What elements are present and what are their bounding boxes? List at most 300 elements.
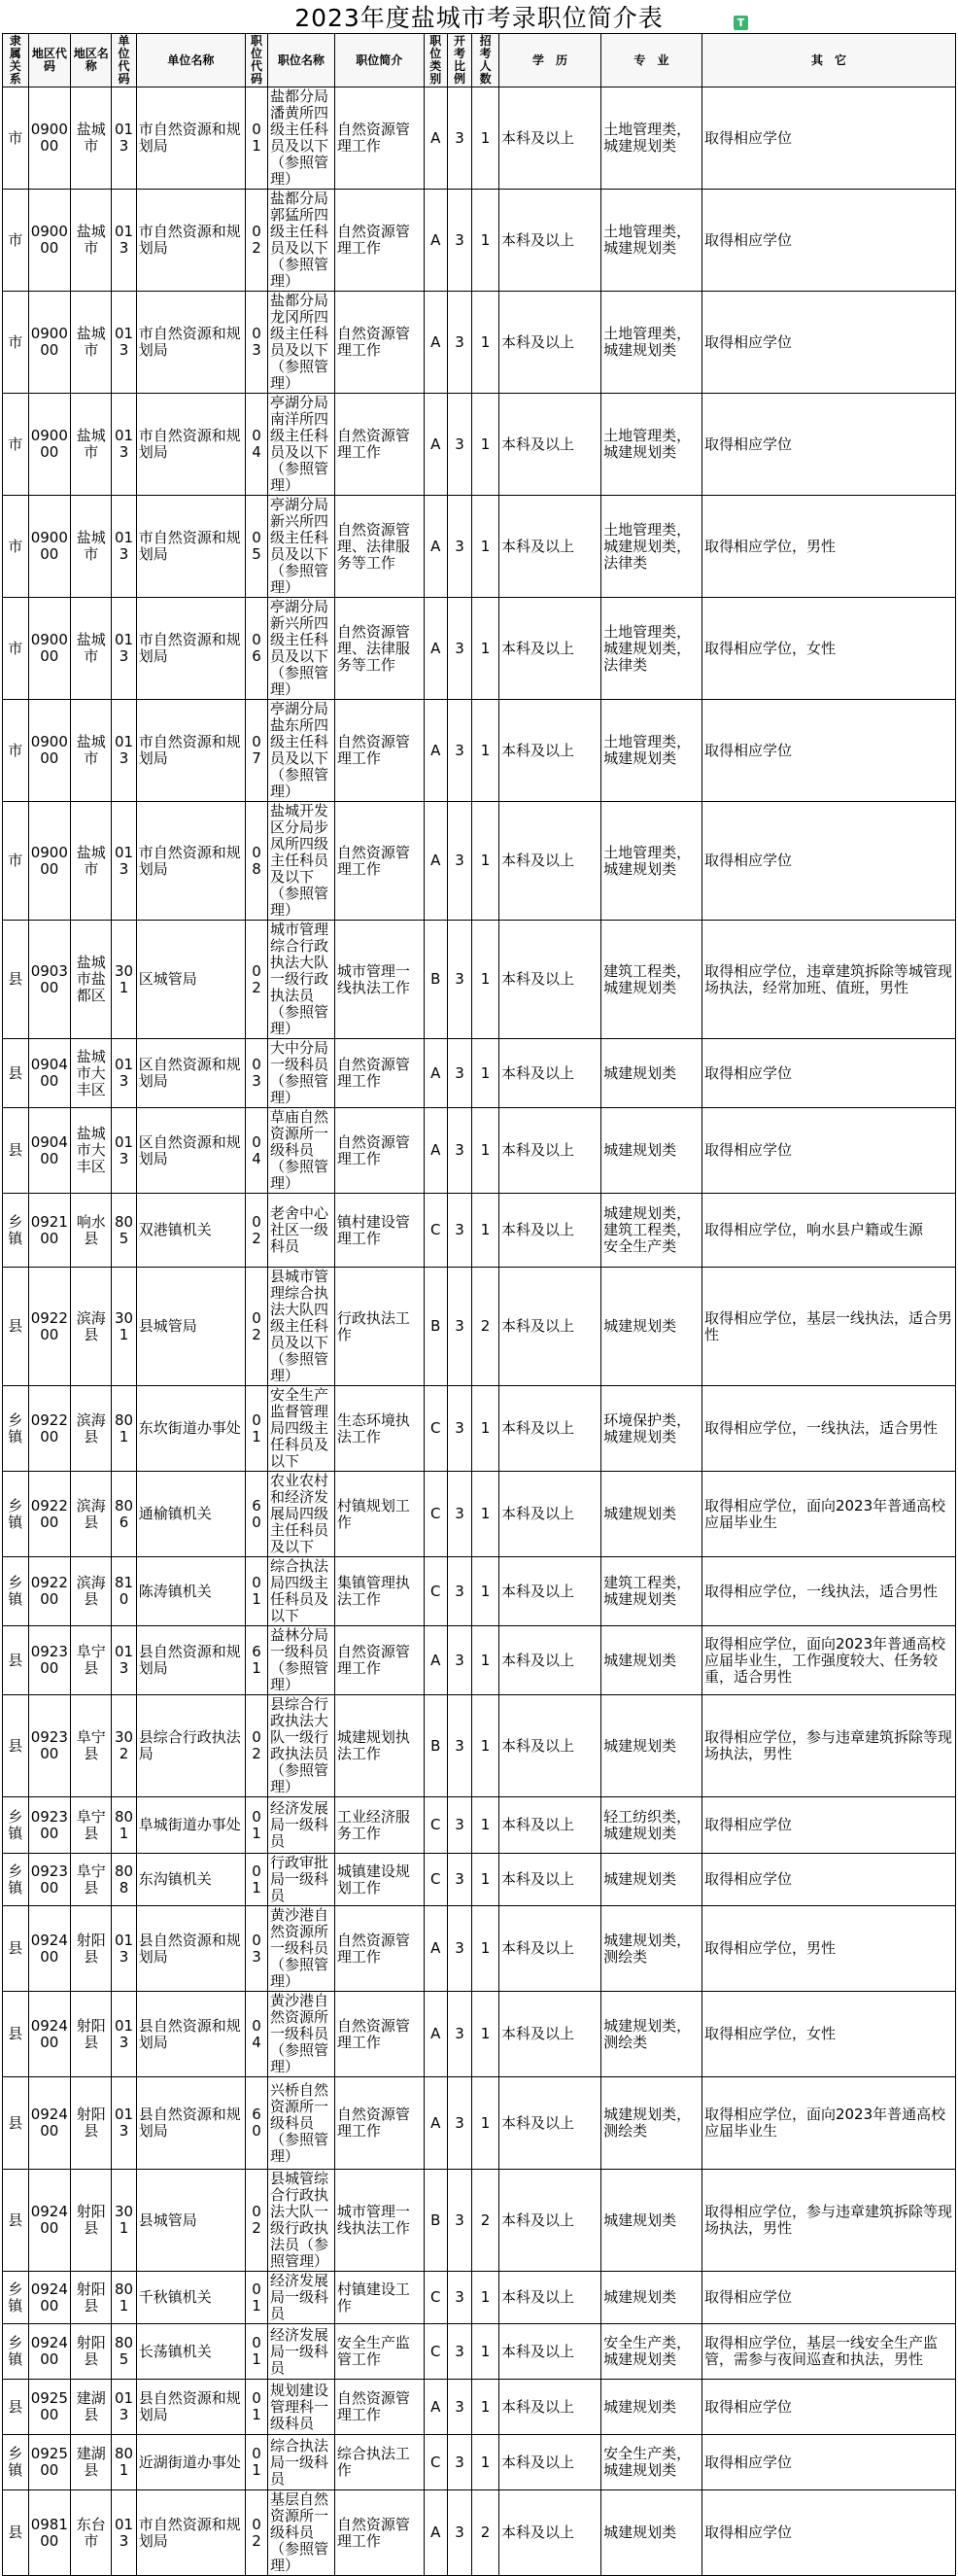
- cell-recruit-count: 1: [472, 2077, 499, 2170]
- cell-position-intro: 村镇规划工作: [334, 1472, 424, 1557]
- cell-recruit-count: 1: [472, 1472, 499, 1557]
- cell-position-code: 02: [246, 921, 268, 1039]
- cell-unit-name: 市自然资源和规划局: [136, 87, 245, 190]
- cell-region-name: 东台市: [71, 2490, 112, 2576]
- cell-position-code: 02: [246, 190, 268, 292]
- cell-relation: 乡镇: [3, 1557, 29, 1626]
- cell-relation: 县: [3, 1626, 29, 1695]
- table-row: [3, 1797, 956, 1854]
- cell-region-name: 盐城市: [71, 190, 112, 292]
- cell-category: C: [424, 1386, 447, 1472]
- cell-position-intro: 自然资源管理工作: [334, 1039, 424, 1108]
- cell-position-name: 县综合行政执法大队一级行政执法员（参照管理）: [268, 1695, 335, 1797]
- cell-major: 城建规划类: [601, 1695, 702, 1797]
- cell-exam-ratio: 3: [447, 1268, 471, 1386]
- cell-recruit-count: 1: [472, 1039, 499, 1108]
- cell-major: 轻工纺织类，城建规划类: [601, 1797, 702, 1854]
- cell-major: 土地管理类，城建规划类: [601, 802, 702, 921]
- cell-unit-name: 区自然资源和规划局: [136, 1108, 245, 1194]
- cell-unit-code: 013: [112, 87, 136, 190]
- cell-category: C: [424, 2272, 447, 2324]
- cell-region-code: 092400: [28, 1992, 70, 2077]
- cell-major: 城建规划类: [601, 2380, 702, 2435]
- table-row: [3, 2490, 956, 2576]
- cell-region-code: 092500: [28, 2380, 70, 2435]
- cell-position-name: 基层自然资源所一级科员（参照管理）: [268, 2490, 335, 2576]
- table-row: [3, 2170, 956, 2272]
- cell-relation: 县: [3, 2490, 29, 2576]
- cell-major: 城建规划类: [601, 2490, 702, 2576]
- cell-region-code: 090000: [28, 598, 70, 700]
- cell-exam-ratio: 3: [447, 1797, 471, 1854]
- cell-region-name: 阜宁县: [71, 1797, 112, 1854]
- cell-unit-code: 805: [112, 1194, 136, 1268]
- cell-position-intro: 生态环境执法工作: [334, 1386, 424, 1472]
- table-row: [3, 190, 956, 292]
- cell-unit-name: 市自然资源和规划局: [136, 700, 245, 802]
- cell-other: 取得相应学位，一线执法，适合男性: [701, 1386, 955, 1472]
- cell-major: 城建规划类，测绘类: [601, 2077, 702, 2170]
- cell-education: 本科及以上: [498, 1472, 600, 1557]
- cell-exam-ratio: 3: [447, 598, 471, 700]
- cell-category: C: [424, 1797, 447, 1854]
- cell-category: B: [424, 921, 447, 1039]
- cell-exam-ratio: 3: [447, 292, 471, 394]
- cell-unit-name: 市自然资源和规划局: [136, 292, 245, 394]
- cell-category: A: [424, 1626, 447, 1695]
- cell-unit-code: 013: [112, 802, 136, 921]
- cell-recruit-count: 1: [472, 1992, 499, 2077]
- cell-education: 本科及以上: [498, 1039, 600, 1108]
- cell-recruit-count: 1: [472, 190, 499, 292]
- cell-education: 本科及以上: [498, 1695, 600, 1797]
- cell-category: A: [424, 2077, 447, 2170]
- cell-relation: 县: [3, 1906, 29, 1992]
- cell-other: 取得相应学位，基层一线执法，适合男性: [701, 1268, 955, 1386]
- table-row: [3, 921, 956, 1039]
- table-row: [3, 1906, 956, 1992]
- cell-category: C: [424, 2435, 447, 2490]
- cell-region-code: 092500: [28, 2435, 70, 2490]
- cell-exam-ratio: 3: [447, 802, 471, 921]
- cell-unit-name: 县自然资源和规划局: [136, 1906, 245, 1992]
- column-header-relation: 隶属关系: [3, 34, 29, 87]
- cell-exam-ratio: 3: [447, 1472, 471, 1557]
- cell-other: 取得相应学位: [701, 292, 955, 394]
- table-row: [3, 1695, 956, 1797]
- cell-region-code: 090000: [28, 394, 70, 496]
- cell-category: A: [424, 700, 447, 802]
- cell-position-intro: 自然资源管理工作: [334, 700, 424, 802]
- cell-exam-ratio: 3: [447, 2380, 471, 2435]
- cell-region-name: 盐城市: [71, 598, 112, 700]
- cell-major: 城建规划类: [601, 1626, 702, 1695]
- cell-other: 取得相应学位: [701, 2490, 955, 2576]
- cell-exam-ratio: 3: [447, 1854, 471, 1906]
- page-title: 2023年度盐城市考录职位简介表: [294, 4, 664, 32]
- cell-position-code: 03: [246, 1906, 268, 1992]
- cell-unit-name: 陈涛镇机关: [136, 1557, 245, 1626]
- cell-recruit-count: 2: [472, 2170, 499, 2272]
- cell-unit-code: 013: [112, 496, 136, 598]
- cell-major: 城建规划类，建筑工程类，安全生产类: [601, 1194, 702, 1268]
- cell-education: 本科及以上: [498, 2380, 600, 2435]
- cell-position-code: 02: [246, 2490, 268, 2576]
- cell-category: A: [424, 87, 447, 190]
- cell-major: 环境保护类，城建规划类: [601, 1386, 702, 1472]
- cell-unit-name: 县自然资源和规划局: [136, 1626, 245, 1695]
- cell-position-name: 大中分局一级科员（参照管理）: [268, 1039, 335, 1108]
- cell-region-code: 090000: [28, 87, 70, 190]
- table-row: [3, 1039, 956, 1108]
- cell-position-code: 04: [246, 394, 268, 496]
- cell-unit-code: 013: [112, 598, 136, 700]
- cell-unit-name: 东沟镇机关: [136, 1854, 245, 1906]
- cell-unit-code: 013: [112, 2380, 136, 2435]
- cell-position-code: 61: [246, 1626, 268, 1695]
- cell-exam-ratio: 3: [447, 1386, 471, 1472]
- cell-region-code: 092300: [28, 1695, 70, 1797]
- cell-region-name: 射阳县: [71, 2324, 112, 2380]
- cell-region-code: 090400: [28, 1039, 70, 1108]
- cell-unit-code: 013: [112, 394, 136, 496]
- cell-position-intro: 自然资源管理工作: [334, 2490, 424, 2576]
- cell-region-code: 092400: [28, 2077, 70, 2170]
- cell-other: 取得相应学位，基层一线安全生产监管，需参与夜间巡查和执法，男性: [701, 2324, 955, 2380]
- cell-education: 本科及以上: [498, 2272, 600, 2324]
- cell-unit-code: 013: [112, 190, 136, 292]
- cell-major: 安全生产类，城建规划类: [601, 2324, 702, 2380]
- cell-unit-code: 806: [112, 1472, 136, 1557]
- table-row: [3, 1108, 956, 1194]
- cell-recruit-count: 1: [472, 1906, 499, 1992]
- cell-major: 土地管理类，城建规划类，法律类: [601, 598, 702, 700]
- cell-relation: 乡镇: [3, 1854, 29, 1906]
- cell-other: 取得相应学位: [701, 1854, 955, 1906]
- cell-recruit-count: 1: [472, 394, 499, 496]
- cell-relation: 乡镇: [3, 2272, 29, 2324]
- cell-position-intro: 自然资源管理工作: [334, 1906, 424, 1992]
- cell-unit-name: 县城管局: [136, 1268, 245, 1386]
- cell-position-intro: 集镇管理执法工作: [334, 1557, 424, 1626]
- cell-position-code: 03: [246, 292, 268, 394]
- cell-category: A: [424, 394, 447, 496]
- cell-recruit-count: 1: [472, 1386, 499, 1472]
- cell-recruit-count: 1: [472, 598, 499, 700]
- cell-unit-code: 808: [112, 1854, 136, 1906]
- cell-exam-ratio: 3: [447, 2077, 471, 2170]
- table-body: [3, 87, 956, 2576]
- cell-region-code: 090000: [28, 802, 70, 921]
- cell-category: A: [424, 1039, 447, 1108]
- cell-recruit-count: 1: [472, 2324, 499, 2380]
- cell-position-intro: 综合执法工作: [334, 2435, 424, 2490]
- cell-relation: 乡镇: [3, 2324, 29, 2380]
- table-row: [3, 1557, 956, 1626]
- cell-unit-code: 013: [112, 1039, 136, 1108]
- cell-education: 本科及以上: [498, 87, 600, 190]
- cell-position-code: 01: [246, 2435, 268, 2490]
- cell-position-name: 安全生产监督管理局四级主任科员及以下: [268, 1386, 335, 1472]
- cell-major: 城建规划类: [601, 1039, 702, 1108]
- cell-major: 城建规划类，测绘类: [601, 1906, 702, 1992]
- cell-category: B: [424, 1268, 447, 1386]
- cell-position-name: 综合执法局四级主任科员及以下: [268, 1557, 335, 1626]
- cell-recruit-count: 1: [472, 292, 499, 394]
- cell-unit-code: 013: [112, 1906, 136, 1992]
- cell-unit-code: 013: [112, 1626, 136, 1695]
- cell-position-code: 02: [246, 1194, 268, 1268]
- cell-position-intro: 自然资源管理工作: [334, 87, 424, 190]
- cell-region-code: 092400: [28, 2324, 70, 2380]
- cell-position-name: 城市管理综合行政执法大队一级行政执法员（参照管理）: [268, 921, 335, 1039]
- cell-education: 本科及以上: [498, 802, 600, 921]
- cell-other: 取得相应学位，响水县户籍或生源: [701, 1194, 955, 1268]
- cell-exam-ratio: 3: [447, 700, 471, 802]
- cell-region-name: 盐城市大丰区: [71, 1108, 112, 1194]
- cell-unit-name: 市自然资源和规划局: [136, 598, 245, 700]
- cell-exam-ratio: 3: [447, 1039, 471, 1108]
- cell-exam-ratio: 3: [447, 1695, 471, 1797]
- cell-relation: 市: [3, 802, 29, 921]
- cell-exam-ratio: 3: [447, 496, 471, 598]
- cell-unit-code: 805: [112, 2324, 136, 2380]
- cell-exam-ratio: 3: [447, 2170, 471, 2272]
- cell-region-name: 盐城市: [71, 496, 112, 598]
- cell-position-intro: 行政执法工作: [334, 1268, 424, 1386]
- table-row: [3, 1992, 956, 2077]
- cell-region-name: 盐城市盐都区: [71, 921, 112, 1039]
- cell-relation: 乡镇: [3, 1472, 29, 1557]
- cell-position-code: 05: [246, 496, 268, 598]
- cell-unit-code: 013: [112, 1992, 136, 2077]
- cell-region-name: 射阳县: [71, 2272, 112, 2324]
- cell-position-intro: 安全生产监管工作: [334, 2324, 424, 2380]
- cell-position-code: 01: [246, 1797, 268, 1854]
- cell-education: 本科及以上: [498, 1906, 600, 1992]
- table-row: [3, 1194, 956, 1268]
- cell-unit-code: 013: [112, 292, 136, 394]
- cell-education: 本科及以上: [498, 1386, 600, 1472]
- cell-region-name: 盐城市: [71, 700, 112, 802]
- cell-position-name: 草庙自然资源所一级科员（参照管理）: [268, 1108, 335, 1194]
- cell-position-name: 经济发展局一级科员: [268, 2324, 335, 2380]
- cell-position-code: 01: [246, 1854, 268, 1906]
- cell-unit-name: 长荡镇机关: [136, 2324, 245, 2380]
- cell-position-name: 亭湖分局新兴所四级主任科员及以下（参照管理）: [268, 598, 335, 700]
- cell-relation: 县: [3, 1108, 29, 1194]
- cell-position-intro: 城市管理一线执法工作: [334, 921, 424, 1039]
- cell-recruit-count: 1: [472, 2380, 499, 2435]
- cell-category: C: [424, 1194, 447, 1268]
- table-row: [3, 1268, 956, 1386]
- column-header-exam-ratio: 开考比例: [447, 34, 471, 87]
- cell-major: 城建规划类: [601, 2170, 702, 2272]
- cell-recruit-count: 1: [472, 87, 499, 190]
- cell-position-intro: 镇村建设管理工作: [334, 1194, 424, 1268]
- cell-region-code: 092300: [28, 1854, 70, 1906]
- cell-education: 本科及以上: [498, 700, 600, 802]
- cell-region-name: 盐城市: [71, 394, 112, 496]
- cell-major: 城建规划类: [601, 1268, 702, 1386]
- cell-recruit-count: 1: [472, 2272, 499, 2324]
- cell-position-code: 02: [246, 1268, 268, 1386]
- cell-major: 城建规划类: [601, 2272, 702, 2324]
- cell-region-name: 阜宁县: [71, 1626, 112, 1695]
- cell-unit-name: 东坎街道办事处: [136, 1386, 245, 1472]
- cell-other: 取得相应学位，面向2023年普通高校应届毕业生: [701, 2077, 955, 2170]
- cell-education: 本科及以上: [498, 1626, 600, 1695]
- cell-position-code: 60: [246, 2077, 268, 2170]
- cell-other: 取得相应学位，男性: [701, 496, 955, 598]
- cell-unit-code: 013: [112, 2077, 136, 2170]
- table-row: [3, 87, 956, 190]
- cell-education: 本科及以上: [498, 1108, 600, 1194]
- cell-exam-ratio: 3: [447, 394, 471, 496]
- cell-education: 本科及以上: [498, 496, 600, 598]
- cell-position-name: 黄沙港自然资源所一级科员（参照管理）: [268, 1992, 335, 2077]
- cell-relation: 乡镇: [3, 2435, 29, 2490]
- cell-education: 本科及以上: [498, 2435, 600, 2490]
- column-header-recruit-count: 招考人数: [472, 34, 499, 87]
- cell-relation: 市: [3, 598, 29, 700]
- table-row: [3, 2272, 956, 2324]
- cell-position-name: 行政审批局一级科员: [268, 1854, 335, 1906]
- cell-position-intro: 自然资源管理工作: [334, 802, 424, 921]
- cell-other: 取得相应学位: [701, 394, 955, 496]
- cell-position-code: 02: [246, 1695, 268, 1797]
- cell-relation: 市: [3, 496, 29, 598]
- cell-category: C: [424, 2324, 447, 2380]
- table-row: [3, 292, 956, 394]
- cell-other: 取得相应学位: [701, 700, 955, 802]
- cell-position-code: 07: [246, 700, 268, 802]
- cell-unit-code: 801: [112, 1797, 136, 1854]
- cell-education: 本科及以上: [498, 190, 600, 292]
- cell-education: 本科及以上: [498, 1854, 600, 1906]
- cell-major: 城建规划类: [601, 1108, 702, 1194]
- cell-major: 建筑工程类，城建规划类: [601, 1557, 702, 1626]
- cell-other: 取得相应学位: [701, 1108, 955, 1194]
- cell-relation: 县: [3, 2170, 29, 2272]
- column-header-major: 专 业: [601, 34, 702, 87]
- cell-category: A: [424, 1906, 447, 1992]
- cell-other: 取得相应学位，违章建筑拆除等城管现场执法，经常加班、值班，男性: [701, 921, 955, 1039]
- cell-relation: 县: [3, 921, 29, 1039]
- cell-education: 本科及以上: [498, 1194, 600, 1268]
- cell-relation: 乡镇: [3, 1194, 29, 1268]
- cell-region-name: 滨海县: [71, 1557, 112, 1626]
- cell-position-intro: 城市管理一线执法工作: [334, 2170, 424, 2272]
- cell-region-name: 滨海县: [71, 1472, 112, 1557]
- cell-recruit-count: 1: [472, 496, 499, 598]
- cell-position-code: 03: [246, 1039, 268, 1108]
- cell-major: 土地管理类，城建规划类: [601, 87, 702, 190]
- cell-unit-name: 近湖街道办事处: [136, 2435, 245, 2490]
- cell-education: 本科及以上: [498, 2324, 600, 2380]
- cell-region-name: 射阳县: [71, 2170, 112, 2272]
- cell-position-name: 老舍中心社区一级科员: [268, 1194, 335, 1268]
- cell-category: A: [424, 496, 447, 598]
- cell-region-name: 射阳县: [71, 1992, 112, 2077]
- table-row: [3, 2435, 956, 2490]
- cell-region-code: 090000: [28, 496, 70, 598]
- cell-other: 取得相应学位: [701, 2435, 955, 2490]
- cell-recruit-count: 1: [472, 1194, 499, 1268]
- table-row: [3, 1386, 956, 1472]
- cell-recruit-count: 1: [472, 2435, 499, 2490]
- cell-education: 本科及以上: [498, 394, 600, 496]
- table-row: [3, 1472, 956, 1557]
- cell-position-name: 亭湖分局南洋所四级主任科员及以下（参照管理）: [268, 394, 335, 496]
- cell-position-name: 经济发展局一级科员: [268, 2272, 335, 2324]
- cell-unit-code: 302: [112, 1695, 136, 1797]
- cell-position-name: 经济发展局一级科员: [268, 1797, 335, 1854]
- cell-region-name: 建湖县: [71, 2380, 112, 2435]
- cell-exam-ratio: 3: [447, 190, 471, 292]
- cell-relation: 市: [3, 190, 29, 292]
- cell-relation: 县: [3, 2380, 29, 2435]
- cell-region-code: 092300: [28, 1797, 70, 1854]
- cell-region-code: 092200: [28, 1386, 70, 1472]
- cell-position-intro: 自然资源管理工作: [334, 292, 424, 394]
- cell-recruit-count: 1: [472, 1695, 499, 1797]
- cell-position-intro: 自然资源管理工作: [334, 394, 424, 496]
- cell-region-name: 盐城市大丰区: [71, 1039, 112, 1108]
- cell-unit-name: 县自然资源和规划局: [136, 2077, 245, 2170]
- cell-unit-code: 801: [112, 1386, 136, 1472]
- cell-exam-ratio: 3: [447, 1906, 471, 1992]
- cell-unit-code: 801: [112, 2435, 136, 2490]
- cell-other: 取得相应学位: [701, 1039, 955, 1108]
- cell-other: 取得相应学位，女性: [701, 598, 955, 700]
- cell-exam-ratio: 3: [447, 1108, 471, 1194]
- cell-region-name: 盐城市: [71, 292, 112, 394]
- filter-toggle-icon[interactable]: T: [734, 16, 748, 30]
- cell-category: A: [424, 802, 447, 921]
- table-row: [3, 394, 956, 496]
- cell-recruit-count: 2: [472, 1268, 499, 1386]
- cell-position-code: 60: [246, 1472, 268, 1557]
- cell-other: 取得相应学位，一线执法，适合男性: [701, 1557, 955, 1626]
- cell-position-intro: 村镇建设工作: [334, 2272, 424, 2324]
- column-header-position-name: 职位名称: [268, 34, 335, 87]
- cell-position-code: 02: [246, 2170, 268, 2272]
- cell-position-name: 县城管综合行政执法大队一级行政执法员（参照管理）: [268, 2170, 335, 2272]
- cell-position-name: 盐城开发区分局步凤所四级主任科员及以下（参照管理）: [268, 802, 335, 921]
- cell-relation: 县: [3, 1268, 29, 1386]
- cell-exam-ratio: 3: [447, 87, 471, 190]
- cell-position-code: 01: [246, 2324, 268, 2380]
- column-header-region-code: 地区代码: [28, 34, 70, 87]
- positions-table: [2, 33, 956, 2576]
- cell-region-code: 092200: [28, 1268, 70, 1386]
- cell-recruit-count: 1: [472, 700, 499, 802]
- cell-major: 建筑工程类，城建规划类: [601, 921, 702, 1039]
- cell-position-intro: 自然资源管理工作: [334, 2077, 424, 2170]
- cell-region-code: 090000: [28, 292, 70, 394]
- cell-education: 本科及以上: [498, 1992, 600, 2077]
- cell-exam-ratio: 3: [447, 2490, 471, 2576]
- cell-region-name: 滨海县: [71, 1268, 112, 1386]
- cell-major: 土地管理类，城建规划类: [601, 190, 702, 292]
- cell-position-code: 08: [246, 802, 268, 921]
- cell-position-intro: 自然资源管理工作: [334, 1108, 424, 1194]
- cell-other: 取得相应学位，男性: [701, 1906, 955, 1992]
- cell-education: 本科及以上: [498, 2077, 600, 2170]
- cell-recruit-count: 1: [472, 1108, 499, 1194]
- cell-region-code: 090300: [28, 921, 70, 1039]
